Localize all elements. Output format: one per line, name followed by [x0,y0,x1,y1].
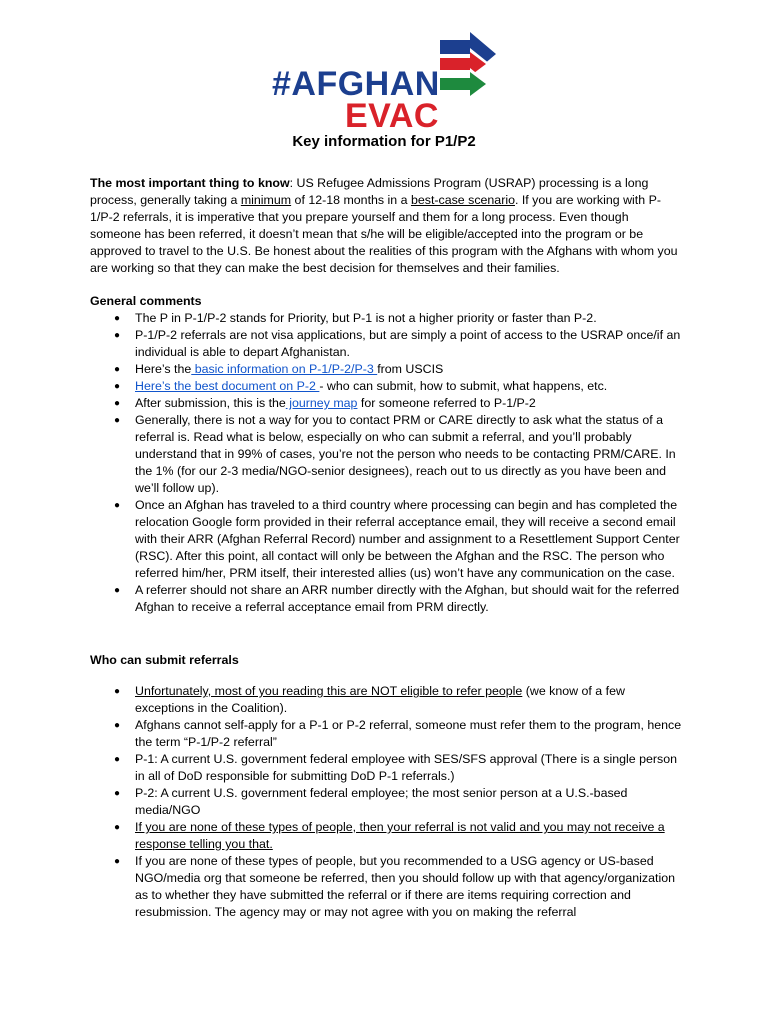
list-item: ● Here’s the basic information on P-1/P-2/P-3 from USCIS [114,362,444,376]
list-item-text: Afghans cannot self-apply for a P-1 or P-2 referral, someone must refer them to the program, hence the term “P-1/P-2 referral” [135,718,682,749]
list-item-text: Unfortunately, most of you reading this are NOT eligible to refer people [135,684,523,698]
p2-document-link[interactable]: Here’s the best document on P-2 [135,379,320,393]
logo-line-2: EVAC [345,97,439,135]
list-item-text: - who can submit, how to submit, what happens, etc. [319,379,608,393]
list-item: ● The P in P-1/P-2 stands for Priority, but P-1 is not a higher priority or faster than P-2. [114,311,597,325]
list-item-text: A referrer should not share an ARR number directly with the Afghan, but should wait for the referred Afghan to receive a referral acceptance email from PRM directly. [135,583,680,614]
intro-text-2: of 12-18 months in a [291,193,411,207]
list-item-text: P-2: A current U.S. government federal employee; the most senior person at a U.S.-based media/NGO [135,786,628,817]
list-item: ● Afghans cannot self-apply for a P-1 or P-2 referral, someone must refer them to the program, hence the term “P-1/P-2 referral” [114,718,682,749]
list-item: ● A referrer should not share an ARR number directly with the Afghan, but should wait for the referred Afghan to receive a referral acceptance email from PRM directly. [114,583,680,614]
list-item-text: P-1/P-2 referrals are not visa applications, but are simply a point of access to the USRAP once/if an individual is able to depart Afghanistan. [135,328,681,359]
list-item: ● After submission, this is the journey map for someone referred to P-1/P-2 [114,396,536,410]
journey-map-link[interactable]: journey map [285,396,358,410]
list-item: ● If you are none of these types of people, then your referral is not valid and you may not receive a response telling you that. [114,820,665,851]
list-item-text: Once an Afghan has traveled to a third country where processing can begin and has completed the relocation Google form provided in their referral acceptance email, they will receive a second email with their ARR (Afghan Referral Record) number and assignment to a Resettlement Support Center (RSC). After this point, all contact will only be between the Afghan and the RSC. The person who referred him/her, PRM itself, their interested allies (us) won’t have any communication on the case. [135,498,680,580]
list-item-text: (we know of a few exceptions in the Coalition). [135,684,625,715]
intro-lead: The most important thing to know [90,176,290,190]
intro-text-3: . If you are working with P-1/P-2 referrals, it is imperative that you prepare yourself and them for a long process. Even though someone has been referred, it doesn’t mean that s/he will be eligible/accepted into the program or be approved to travel to the U.S. Be honest about the realities of this program with the Afghans with whom you are working so that they can make the best decision for themselves and their families. [90,193,678,275]
list-item: ● Once an Afghan has traveled to a third country where processing can begin and has completed the relocation Google form provided in their referral acceptance email, they will receive a second email with their ARR (Afghan Referral Record) number and assignment to a Resettlement Support Center (RSC). After this point, all contact will only be between the Afghan and the RSC. The person who referred him/her, PRM itself, their interested allies (us) won’t have any communication on the case. [114,498,680,580]
list-item-text: from USCIS [377,362,444,376]
list-item-text: for someone referred to P-1/P-2 [357,396,536,410]
list-item: ● Here’s the best document on P-2 - who can submit, how to submit, what happens, etc. [114,379,608,393]
list-item-text: If you are none of these types of people, then your referral is not valid and you may not receive a response telling you that. [135,820,665,851]
general-comments-heading: General comments [90,294,202,308]
list-item-text: If you are none of these types of people, but you recommended to a USG agency or US-based NGO/media org that someone be referred, then you should follow up with that agency/organization as to whether they have submitted the referral or if there are items requiring correction and resubmission. The agency may or may not agree with you on making the referral [135,854,675,919]
list-item: ● Unfortunately, most of you reading this are NOT eligible to refer people (we know of a few exceptions in the Coalition). [114,684,625,715]
intro-paragraph [90,175,682,277]
afghan-evac-logo [0,30,768,135]
list-item: ● If you are none of these types of people, but you recommended to a USG agency or US-based NGO/media org that someone be referred, then you should follow up with that agency/organization as to whether they have submitted the referral or if there are items requiring correction and resubmission. The agency may or may not agree with you on making the referral [114,854,675,919]
intro-text-1: : US Refugee Admissions Program (USRAP) processing is a long process, generally taking a [90,176,649,207]
list-item: ● P-1: A current U.S. government federal employee with SES/SFS approval (There is a single person in all of DoD responsible for submitting DoD P-1 referrals.) [114,752,678,783]
who-can-submit-list [90,683,682,921]
list-item: ● P-1/P-2 referrals are not visa applications, but are simply a point of access to the USRAP once/if an individual is able to depart Afghanistan. [114,328,681,359]
uscis-info-link[interactable]: basic information on P-1/P-2/P-3 [191,362,378,376]
list-item: ● P-2: A current U.S. government federal employee; the most senior person at a U.S.-based media/NGO [114,786,628,817]
list-item-text: Generally, there is not a way for you to contact PRM or CARE directly to ask what the status of a referral is. Read what is below, especially on who can submit a referral, and you’ll probably understand that in 99% of cases, you’re not the person who needs to be contacting PRM/CARE. In the 1% (for our 2-3 media/NGO-senior designees), reach out to us directly as you have been and we’ll follow up). [135,413,676,495]
logo-line-1: #AFGHAN [272,65,440,103]
list-item: ● Generally, there is not a way for you to contact PRM or CARE directly to ask what the status of a referral is. Read what is below, especially on who can submit a referral, and you’ll probably understand that in 99% of cases, you’re not the person who needs to be contacting PRM/CARE. In the 1% (for our 2-3 media/NGO-senior designees), reach out to us directly as you have been and we’ll follow up). [114,413,676,495]
flag-arrow-icon [440,32,496,100]
general-comments-list [90,310,682,616]
page-title: Key information for P1/P2 [292,133,476,150]
who-can-submit-heading: Who can submit referrals [90,653,239,667]
intro-minimum: minimum [240,193,292,207]
list-item-text: Here’s the [135,362,192,376]
list-item-text: The P in P-1/P-2 stands for Priority, but P-1 is not a higher priority or faster than P-2. [135,311,597,325]
list-item-text: P-1: A current U.S. government federal employee with SES/SFS approval (There is a single person in all of DoD responsible for submitting DoD P-1 referrals.) [135,752,678,783]
intro-best-case: best-case scenario [410,193,515,207]
list-item-text: After submission, this is the [135,396,286,410]
